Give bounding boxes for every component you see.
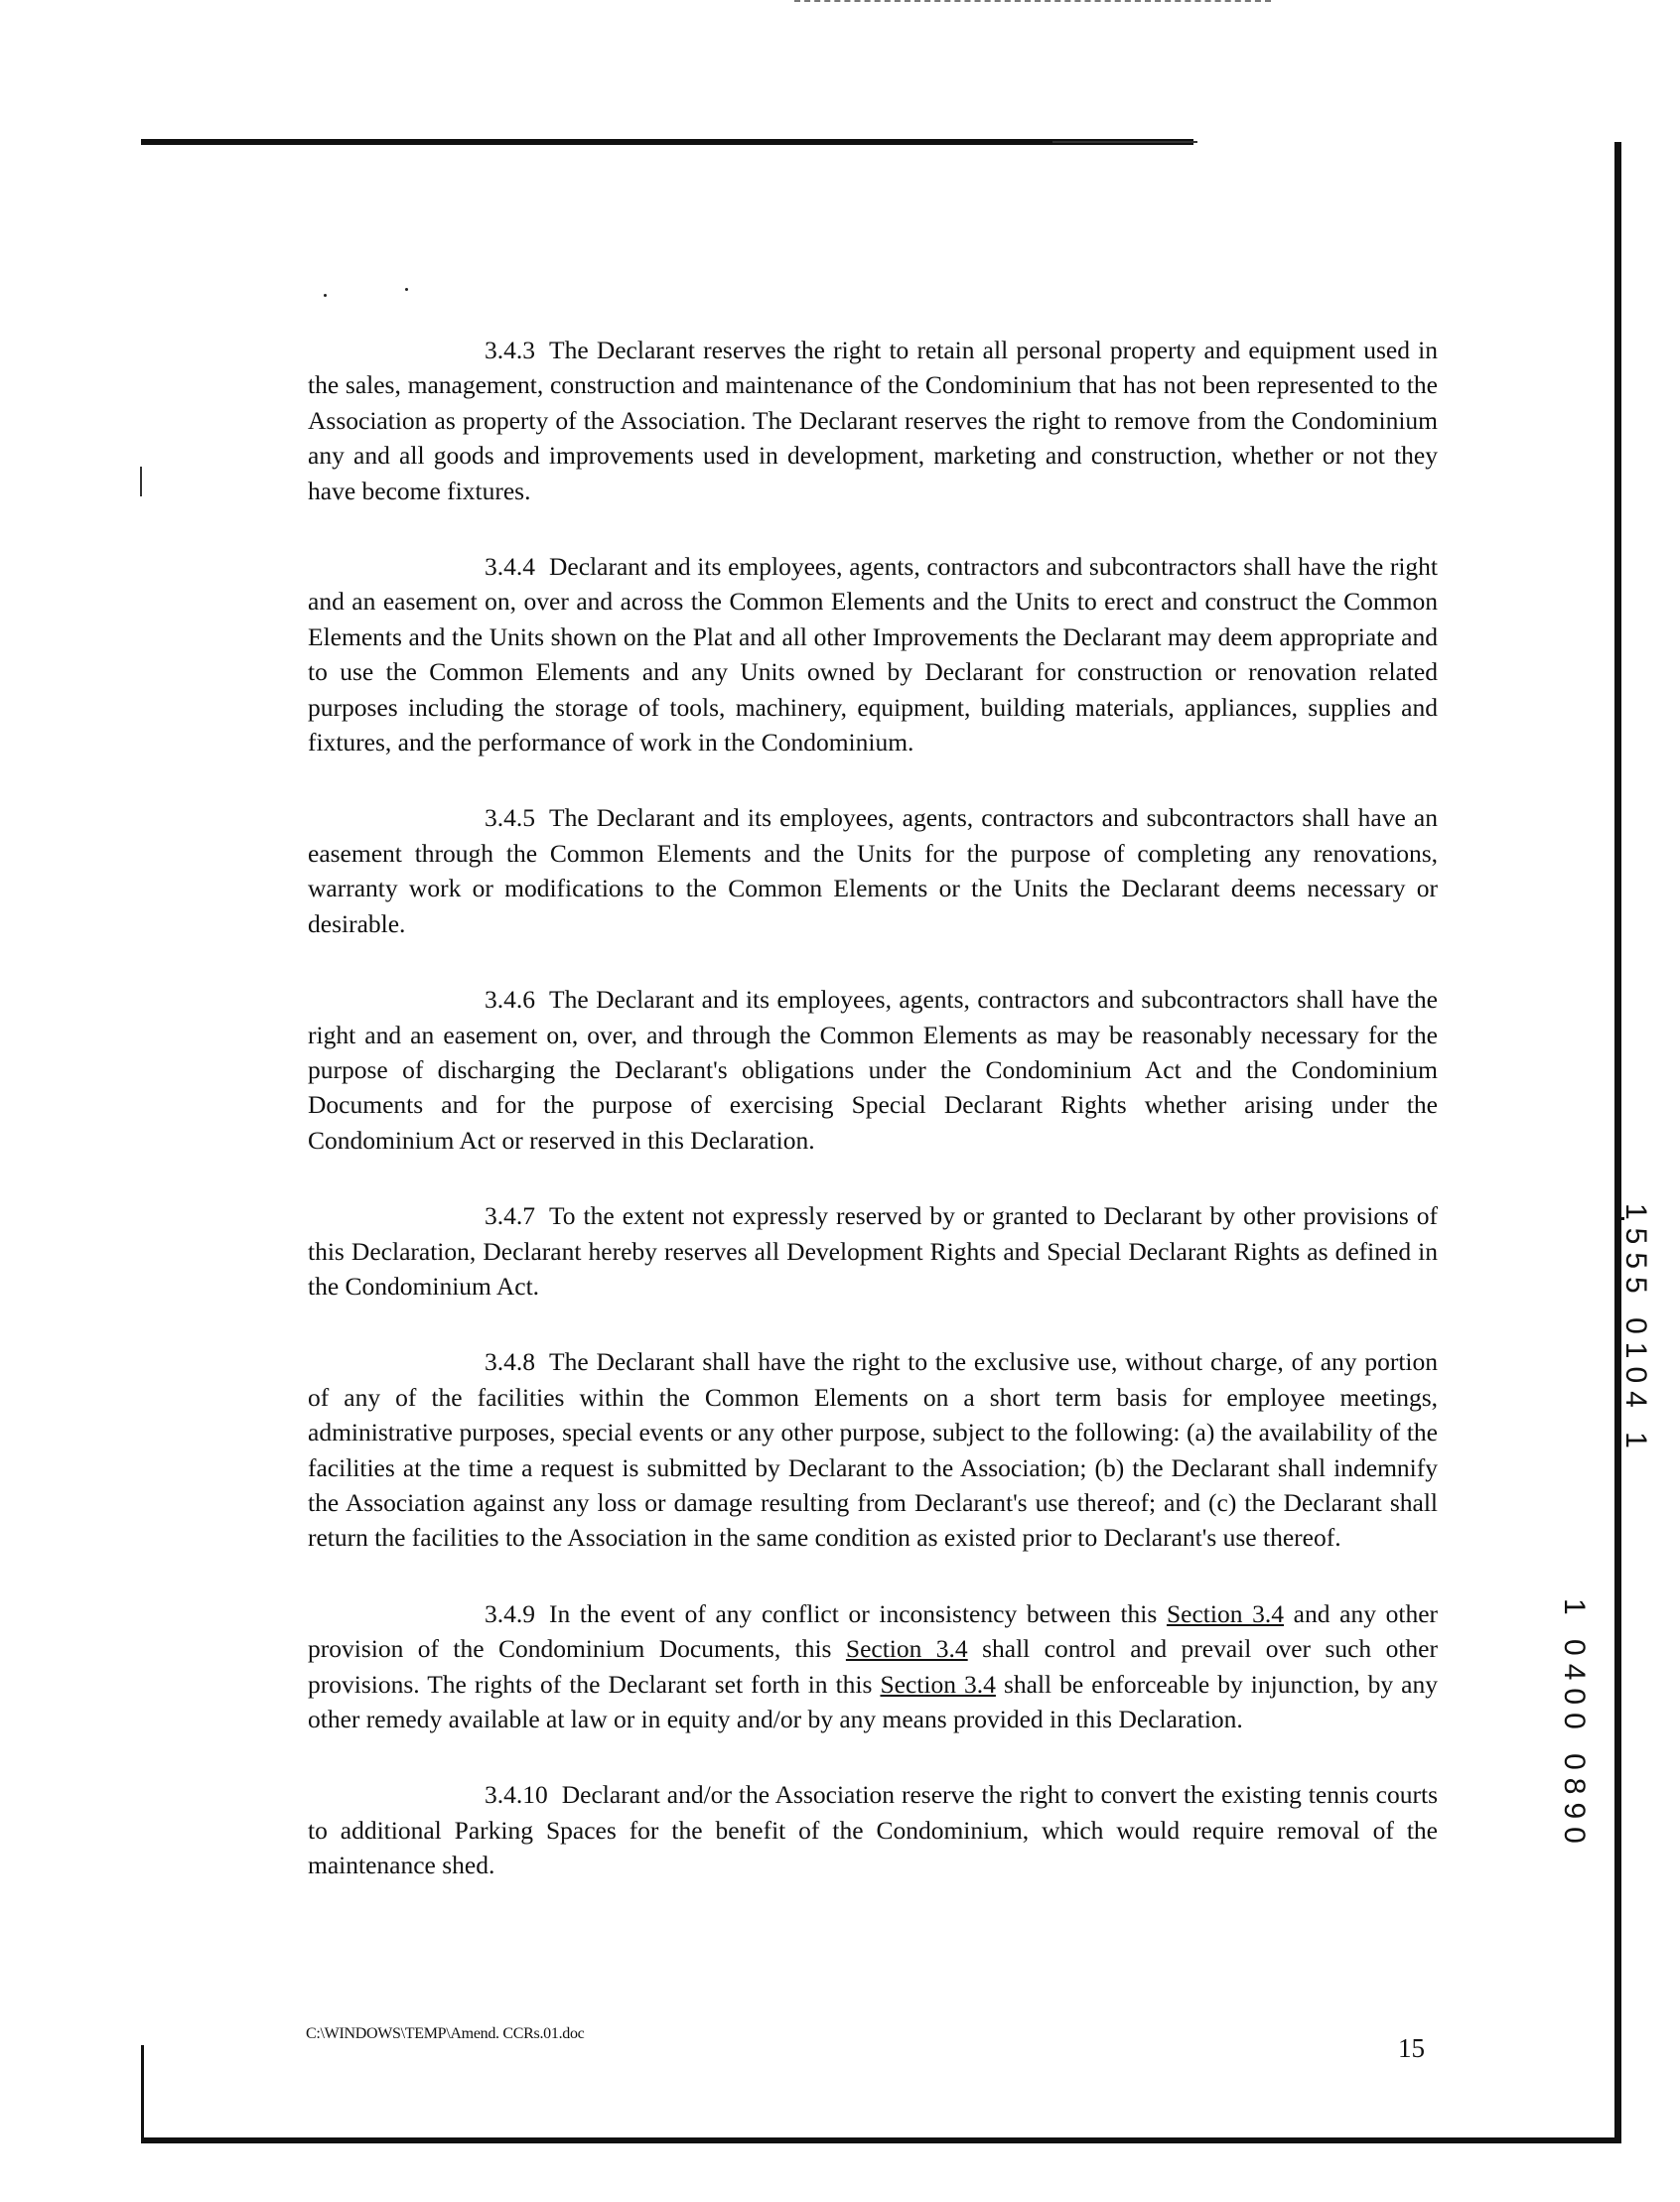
paragraph-text: shall control and prevail over such other provisions. The rights of the Declarant set forth in this <box>308 1634 1438 1699</box>
document-body <box>308 333 1438 1924</box>
section-number: 3.4.7 <box>485 1201 535 1231</box>
section-paragraph <box>308 333 1438 508</box>
scan-speck <box>405 288 408 291</box>
section-number: 3.4.10 <box>485 1780 548 1810</box>
section-paragraph <box>308 982 1438 1158</box>
section-paragraph <box>308 1596 1438 1737</box>
top-border-rule-thin <box>1052 141 1197 143</box>
side-recording-stamp-secondary: 1 0400 0890 <box>1558 1598 1591 1852</box>
right-border-rule <box>1614 142 1621 2143</box>
left-border-rule <box>141 2045 144 2143</box>
top-border-rule <box>141 139 1193 145</box>
paragraph-text: The Declarant shall have the right to the exclusive use, without charge, of any portion of any of the facilities within the Common Elements on a short term basis for employee meetings, administrative purposes, special events or any other purpose, subject to the following: (a) the availability of the facilities at the time a request is submitted by Declarant to the Association; (b) the Declarant shall indemnify the Association against any loss or damage resulting from Declarant's use thereof; and (c) the Declarant shall return the facilities to the Association in the same condition as existed prior to Declarant's use thereof. <box>308 1347 1438 1553</box>
section-paragraph <box>308 1777 1438 1882</box>
paragraph-text: The Declarant reserves the right to retain all personal property and equipment used in the sales, management, construction and maintenance of the Condominium that has not been represented to the Association as property of the Association. The Declarant reserves the right to remove from the Condominium any and all goods and improvements used in development, marketing and construction, whether or not they have become fixtures. <box>308 336 1438 505</box>
section-paragraph <box>308 1198 1438 1304</box>
paragraph-text: The Declarant and its employees, agents, contractors and subcontractors shall have the right and an easement on, over, and through the Common Elements as may be reasonably necessary for the purpose of discharging the Declarant's obligations under the Condominium Act and the Condominium Documents and for the purpose of exercising Special Declarant Rights whether arising under the Condominium Act or reserved in this Declaration. <box>308 985 1438 1155</box>
paragraph-text: and any other provision of the Condominium Documents, this <box>308 1598 1438 1664</box>
page-number: 15 <box>1398 2033 1425 2063</box>
scan-speck <box>324 294 327 297</box>
paragraph-text: Declarant and/or the Association reserve the right to convert the existing tennis courts to additional Parking Spaces for the benefit of the Condominium, which would require removal of the maintenance shed. <box>308 1780 1438 1880</box>
section-number: 3.4.5 <box>485 803 535 833</box>
paragraph-text: The Declarant and its employees, agents, contractors and subcontractors shall have an easement through the Common Elements and the Units for the purpose of completing any renovations, warranty work or modifications to the Common Elements or the Units the Declarant deems necessary or desirable. <box>308 803 1438 938</box>
section-number: 3.4.3 <box>485 336 535 364</box>
section-paragraph <box>308 800 1438 941</box>
side-recording-stamp: 1555 0104 1 <box>1619 1203 1652 1456</box>
section-number: 3.4.4 <box>485 552 535 582</box>
paragraph-text: Declarant and its employees, agents, contractors and subcontractors shall have the right and an easement on, over and across the Common Elements and the Units to erect and construct the Common Elements and the Units shown on the Plat and all other Improvements the Declarant may deem appropriate and to use the Common Elements and any Units owned by Declarant for construction or renovation related purposes including the storage of tools, machinery, equipment, building materials, appliances, supplies and fixtures, and the performance of work in the Condominium. <box>308 552 1438 757</box>
margin-mark <box>140 467 142 496</box>
section-number: 3.4.8 <box>485 1347 535 1377</box>
paragraph-text: To the extent not expressly reserved by or granted to Declarant by other provisions of this Declaration, Declarant hereby reserves all Development Rights and Special Declarant Rights as defined in the Condominium Act. <box>308 1201 1438 1301</box>
section-reference: Section 3.4 <box>845 1634 968 1664</box>
bottom-border-rule <box>141 2137 1621 2143</box>
paragraph-text: In the event of any conflict or inconsistency between this <box>549 1598 1167 1628</box>
scan-edge-dash <box>794 0 1271 4</box>
paragraph-text: shall be enforceable by injunction, by any other remedy available at law or in equity and/or by any means provided in this Declaration. <box>308 1669 1438 1733</box>
section-paragraph <box>308 549 1438 759</box>
section-paragraph <box>308 1344 1438 1555</box>
section-number: 3.4.9 <box>485 1598 535 1628</box>
section-number: 3.4.6 <box>485 985 535 1015</box>
section-reference: Section 3.4 <box>1166 1598 1284 1628</box>
footer-file-path: C:\WINDOWS\TEMP\Amend. CCRs.01.doc <box>306 2025 585 2042</box>
section-reference: Section 3.4 <box>880 1669 996 1699</box>
